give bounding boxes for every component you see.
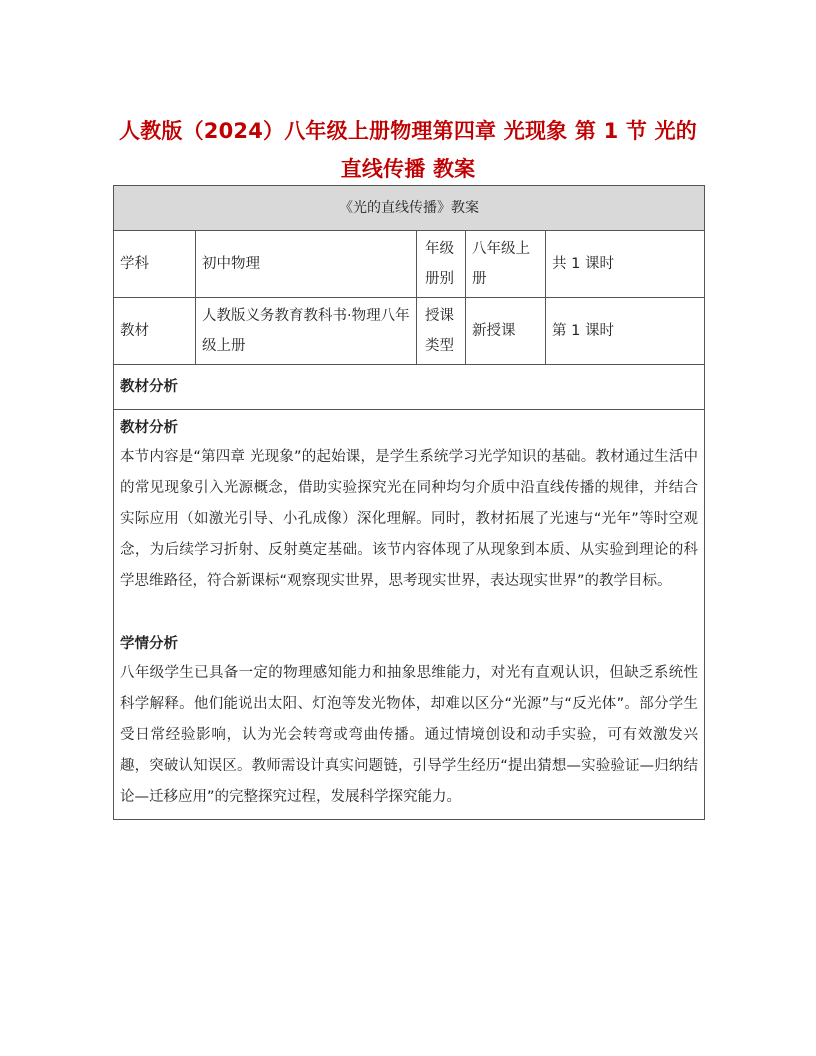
- section-heading: 教材分析: [114, 365, 705, 410]
- info-row-textbook: [114, 298, 705, 365]
- table-header: 《光的直线传播》教案: [114, 186, 705, 231]
- value-lesson-type: 新授课: [466, 298, 546, 365]
- analysis-row: [114, 410, 705, 820]
- label-lesson-type: 授课类型: [417, 298, 466, 365]
- value-subject: 初中物理: [196, 231, 417, 298]
- analysis-cell: [114, 410, 705, 820]
- value-grade: 八年级上册: [466, 231, 546, 298]
- document-title-line-2: 直线传播 教案: [340, 157, 476, 181]
- lesson-plan-table: [113, 185, 705, 820]
- value-lesson-number: 第 1 课时: [546, 298, 705, 365]
- textbook-analysis-title: 教材分析: [120, 420, 178, 436]
- value-hours: 共 1 课时: [546, 231, 705, 298]
- section-heading-row: [114, 365, 705, 410]
- paragraph-spacer: [120, 597, 698, 628]
- value-textbook: 人教版义务教育教科书·物理八年级上册: [196, 298, 417, 365]
- table-header-row: [114, 186, 705, 231]
- student-analysis-title: 学情分析: [120, 636, 178, 652]
- student-analysis-text: 八年级学生已具备一定的物理感知能力和抽象思维能力，对光有直观认识，但缺乏系统性科学解释。他们能说出太阳、灯泡等发光物体，却难以区分“光源”与“反光体”。部分学生受日常经验影响，认为光会转弯或弯曲传播。通过情境创设和动手实验，可有效激发兴趣，突破认知误区。教师需设计真实问题链，引导学生经历“提出猜想—实验验证—归纳结论—迁移应用”的完整探究过程，发展科学探究能力。: [120, 665, 699, 805]
- document-title-line-1: 人教版（2024）八年级上册物理第四章 光现象 第 1 节 光的: [118, 119, 697, 143]
- label-grade: 年级册别: [417, 231, 466, 298]
- info-row-subject: [114, 231, 705, 298]
- textbook-analysis-text: 本节内容是“第四章 光现象”的起始课，是学生系统学习光学知识的基础。教材通过生活中的常见现象引入光源概念，借助实验探究光在同种均匀介质中沿直线传播的规律，并结合实际应用（如激光引导、小孔成像）深化理解。同时，教材拓展了光速与“光年”等时空观念，为后续学习折射、反射奠定基础。该节内容体现了从现象到本质、从实验到理论的科学思维路径，符合新课标“观察现实世界，思考现实世界，表达现实世界”的教学目标。: [120, 449, 699, 589]
- label-subject: 学科: [114, 231, 196, 298]
- label-textbook: 教材: [114, 298, 196, 365]
- document-title: [108, 112, 708, 188]
